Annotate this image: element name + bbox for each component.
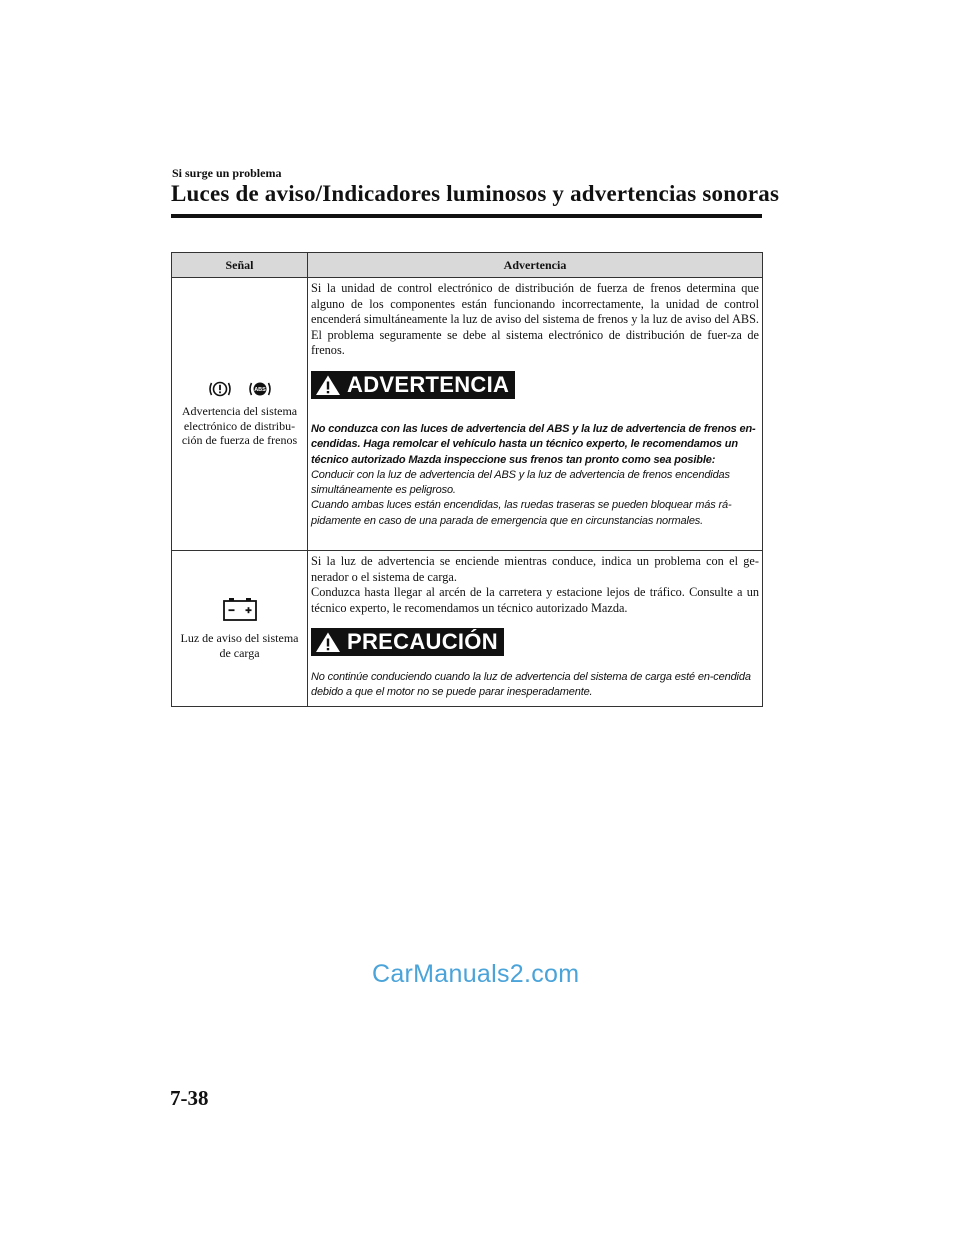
warning-triangle-icon [315, 631, 341, 653]
warning-triangle-icon [315, 374, 341, 396]
warning-text: Si la unidad de control electrónico de distribución de fuerza de frenos determina que alguno de los componentes están funcionando incorrectamente, la unidad de control encenderá simultáneamente la luz de aviso del sistema de frenos y la luz de aviso del ABS. El problema seguramente se debe al sistema electrónico de distribución de fuer-za de frenos. [311, 281, 759, 357]
signal-cell [172, 551, 308, 707]
svg-text:ABS: ABS [253, 387, 266, 394]
precaucion-banner [311, 628, 504, 656]
table-row [172, 278, 763, 551]
banner-label: PRECAUCIÓN [347, 629, 498, 655]
table-row [172, 551, 763, 707]
brake-warning-icon [207, 380, 233, 398]
page-number: 7-38 [170, 1086, 209, 1110]
signal-caption: Advertencia del sistema electrónico de distribu-ción de fuerza de frenos [181, 404, 298, 448]
signal-caption: Luz de aviso del sistema de carga [180, 631, 299, 660]
signals-table [171, 252, 763, 707]
header-signal: Señal [172, 253, 308, 278]
notice-text: Cuando ambas luces están encendidas, las ruedas traseras se pueden bloquear más rá-pidamente en caso de una parada de emergencia que en circunstancias normales. [311, 499, 732, 527]
notice-text: No continúe conduciendo cuando la luz de advertencia del sistema de carga esté en-cendida debido a que el motor no se puede parar inesperadamente. [311, 670, 751, 698]
warning-text: Conduzca hasta llegar al arcén de la carretera y estacione lejos de tráfico. Consulte a un técnico experto, le recomendamos un técnico autorizado Mazda. [311, 585, 759, 615]
advertencia-banner [311, 371, 515, 399]
header-warning: Advertencia [308, 253, 763, 278]
title-rule [171, 214, 762, 218]
notice-bold: No conduzca con las luces de advertencia del ABS y la luz de advertencia de frenos en-cendidas. Haga remolcar el vehículo hasta un técnico experto, le recomendamos un técnico autorizado Mazda inspeccione sus frenos tan pronto como sea posible: [311, 423, 756, 466]
section-label: Si surge un problema [172, 166, 282, 180]
table-header-row [172, 253, 763, 278]
banner-label: ADVERTENCIA [347, 371, 510, 397]
warning-text: Si la luz de advertencia se enciende mientras conduce, indica un problema con el ge-nerador o el sistema de carga. [311, 554, 759, 584]
notice-text: Conducir con la luz de advertencia del ABS y la luz de advertencia de frenos encendidas simultáneamente es peligroso. [311, 468, 730, 497]
signal-cell [172, 278, 308, 551]
page-title: Luces de aviso/Indicadores luminosos y advertencias sonoras [171, 181, 780, 206]
abs-warning-icon [247, 380, 273, 398]
warning-cell [308, 551, 763, 707]
watermark-logo: CarManuals2.com [372, 960, 580, 988]
warning-cell [308, 278, 763, 551]
battery-charge-icon [222, 597, 258, 621]
